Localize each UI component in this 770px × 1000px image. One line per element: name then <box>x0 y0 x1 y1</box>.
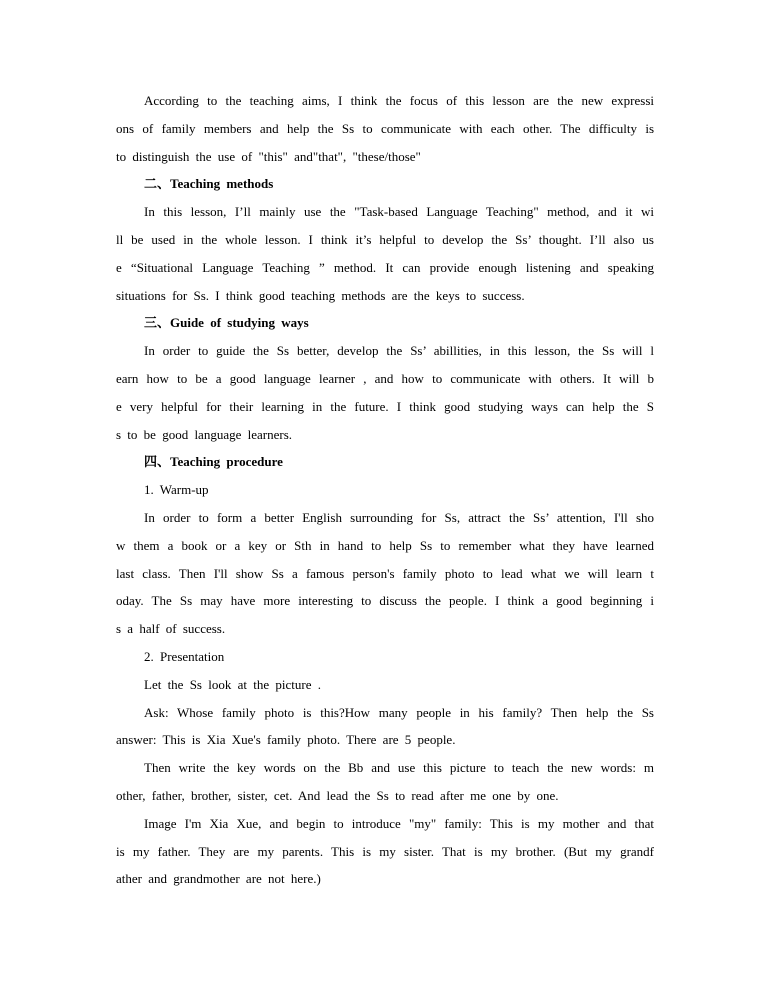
text-line: situations for Ss. I think good teaching methods are the keys to success. <box>116 287 525 303</box>
text-line: s to be good language learners. <box>116 426 293 442</box>
text-line: earn how to be a good language learner , and how to communicate with others. It will b <box>116 370 654 386</box>
text-line: e “Situational Language Teaching ” method. It can provide enough listening and speaking <box>116 259 654 275</box>
text-line: Let the Ss look at the picture . <box>144 676 321 692</box>
text-line: other, father, brother, sister, cet. And lead the Ss to read after me one by one. <box>116 787 559 803</box>
text-line: w them a book or a key or Sth in hand to help Ss to remember what they have learned <box>116 537 654 553</box>
section-heading: 二、Teaching methods <box>144 176 274 192</box>
section-heading: 四、Teaching procedure <box>144 454 283 470</box>
text-line: In order to form a better English surrounding for Ss, attract the Ss’ attention, I'll sho <box>144 509 654 525</box>
text-line: last class. Then I'll show Ss a famous person's family photo to lead what we will learn t <box>116 565 654 581</box>
text-line: Ask: Whose family photo is this?How many people in his family? Then help the Ss <box>144 704 654 720</box>
text-line: e very helpful for their learning in the future. I think good studying ways can help the S <box>116 398 654 414</box>
text-line: to distinguish the use of "this" and"that", "these/those" <box>116 148 421 164</box>
text-line: is my father. They are my parents. This is my sister. That is my brother. (But my grandf <box>116 843 654 859</box>
text-line: Image I'm Xia Xue, and begin to introduce "my" family: This is my mother and that <box>144 815 654 831</box>
text-line: oday. The Ss may have more interesting to discuss the people. I think a good beginning i <box>116 593 654 609</box>
subsection-heading: 2. Presentation <box>144 648 225 664</box>
text-line: s a half of success. <box>116 621 226 637</box>
text-line: ons of family members and help the Ss to communicate with each other. The difficulty is <box>116 120 654 136</box>
text-line: According to the teaching aims, I think the focus of this lesson are the new expressi <box>144 93 654 108</box>
text-line: answer: This is Xia Xue's family photo. There are 5 people. <box>116 732 456 748</box>
text-line: ll be used in the whole lesson. I think it’s helpful to develop the Ss’ thought. I’ll also us <box>116 231 654 247</box>
subsection-heading: 1. Warm-up <box>144 482 209 498</box>
text-line: In order to guide the Ss better, develop the Ss’ abillities, in this lesson, the Ss will l <box>144 343 654 359</box>
text-line: ather and grandmother are not here.) <box>116 871 321 887</box>
document-body <box>116 87 654 893</box>
text-line: In this lesson, I’ll mainly use the "Task-based Language Teaching" method, and it wi <box>144 204 654 220</box>
text-line: Then write the key words on the Bb and use this picture to teach the new words: m <box>144 760 654 776</box>
section-heading: 三、Guide of studying ways <box>144 315 309 331</box>
